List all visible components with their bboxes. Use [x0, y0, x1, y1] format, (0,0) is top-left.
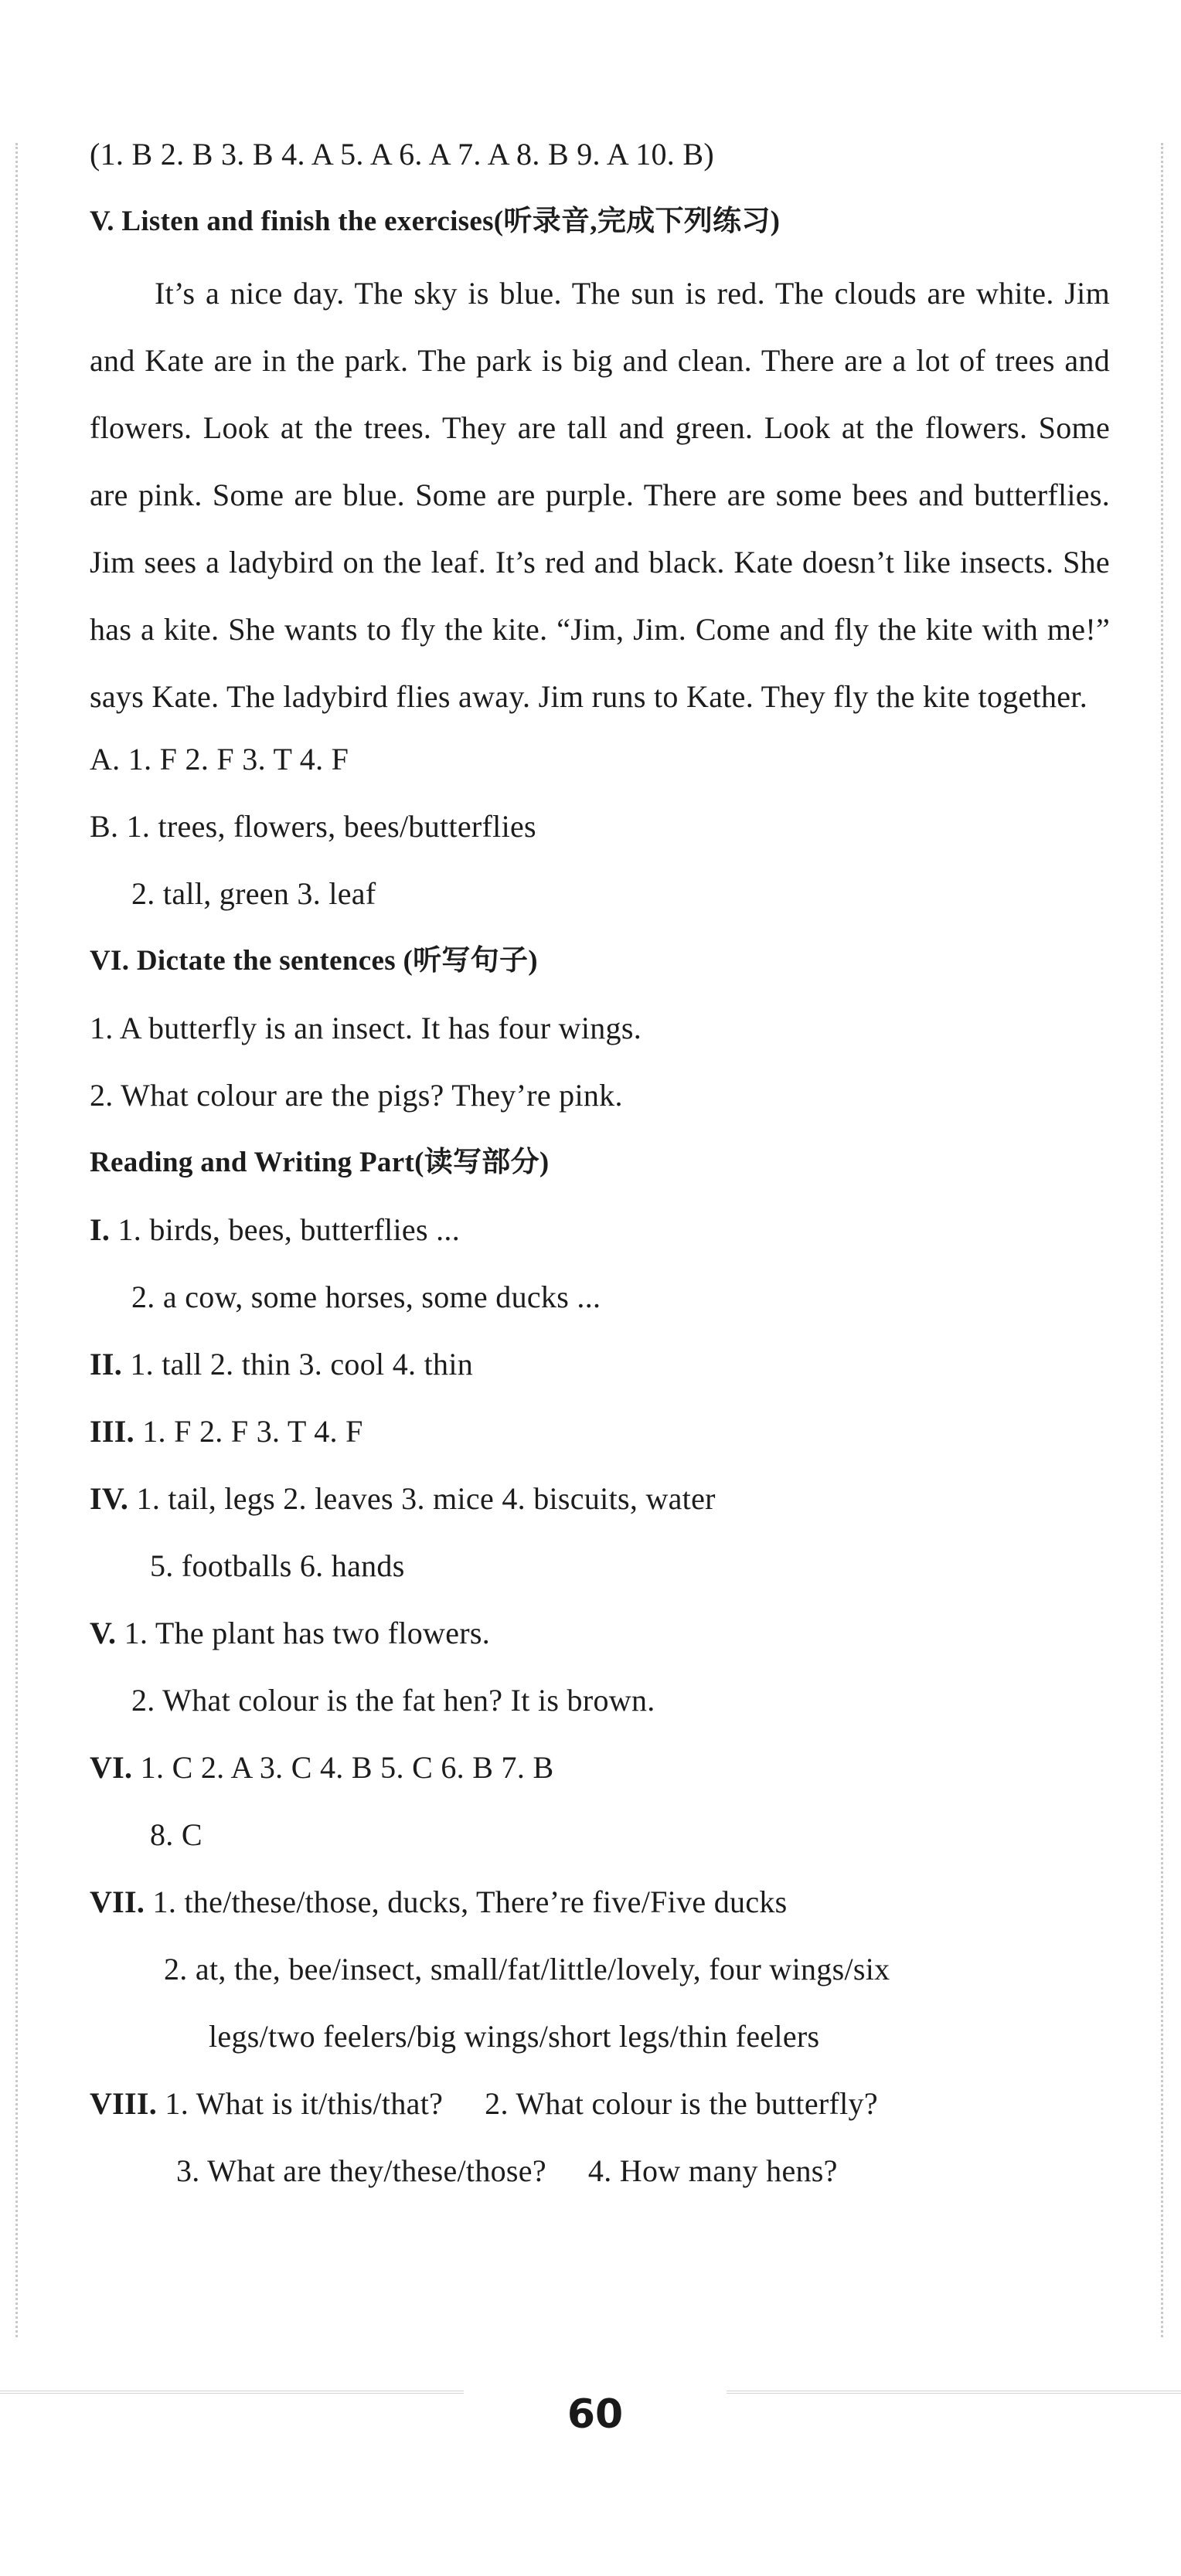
section-v-part-a: A. 1. F 2. F 3. T 4. F: [90, 742, 349, 777]
rw-section-viii-2: 3. What are they/these/those? 4. How many hens?: [176, 2153, 838, 2188]
rw-section-ii: II. 1. tall 2. thin 3. cool 4. thin: [90, 1347, 474, 1381]
right-dotted-margin: [1161, 143, 1163, 2337]
rw-section-vi-2: 8. C: [150, 1817, 203, 1852]
section-v-heading: V. Listen and finish the exercises(听录音,完成下列练习): [90, 206, 781, 237]
section-v-part-b-2: 2. tall, green 3. leaf: [131, 876, 376, 911]
dictation-sentence-1: 1. A butterfly is an insect. It has four wings.: [90, 1011, 642, 1045]
footer-rule-left: [0, 2391, 464, 2394]
answer-key-page: [90, 125, 1110, 2209]
listening-passage: It’s a nice day. The sky is blue. The sun is red. The clouds are white. Jim and Kate are in the park. The park is big and clean. There are a lot of trees and flowers. Look at the trees. They are tall and green. Look at the flowers. Some are pink. Some are blue. Some are purple. There are some bees and butterflies. Jim sees a ladybird on the leaf. It’s red and black. Kate doesn’t like insects. She has a kite. She wants to fly the kite. “Jim, Jim. Come and fly the kite with me!” says Kate. The ladybird flies away. Jim runs to Kate. They fly the kite together.: [90, 276, 1110, 714]
rw-section-vii-1: VII. 1. the/these/those, ducks, There’re five/Five ducks: [90, 1884, 788, 1919]
rw-section-iii: III. 1. F 2. F 3. T 4. F: [90, 1414, 363, 1449]
rw-section-iv-2: 5. footballs 6. hands: [150, 1548, 405, 1583]
rw-section-i-2: 2. a cow, some horses, some ducks ...: [131, 1280, 601, 1314]
rw-section-v-1: V. 1. The plant has two flowers.: [90, 1616, 491, 1650]
rw-section-i-1: I. 1. birds, bees, butterflies ...: [90, 1212, 461, 1247]
answers-top-line: (1. B 2. B 3. B 4. A 5. A 6. A 7. A 8. B 9. A 10. B): [90, 137, 715, 172]
rw-section-v-2: 2. What colour is the fat hen? It is brown.: [131, 1683, 655, 1718]
rw-section-viii-1: VIII. 1. What is it/this/that? 2. What colour is the butterfly?: [90, 2086, 878, 2121]
section-v-part-b-1: B. 1. trees, flowers, bees/butterflies: [90, 809, 536, 844]
rw-section-vi-1: VI. 1. C 2. A 3. C 4. B 5. C 6. B 7. B: [90, 1750, 554, 1785]
dictation-sentence-2: 2. What colour are the pigs? They’re pink.: [90, 1078, 623, 1113]
rw-section-iv-1: IV. 1. tail, legs 2. leaves 3. mice 4. biscuits, water: [90, 1481, 716, 1516]
reading-writing-part-title: Reading and Writing Part(读写部分): [90, 1147, 550, 1178]
left-dotted-margin: [15, 143, 18, 2337]
page-number: 60: [567, 2391, 624, 2438]
section-vi-heading: VI. Dictate the sentences (听写句子): [90, 945, 538, 977]
rw-section-vii-3: legs/two feelers/big wings/short legs/thin feelers: [209, 2019, 820, 2054]
footer-rule-right: [727, 2391, 1181, 2394]
rw-section-vii-2: 2. at, the, bee/insect, small/fat/little/lovely, four wings/six: [164, 1952, 890, 1986]
